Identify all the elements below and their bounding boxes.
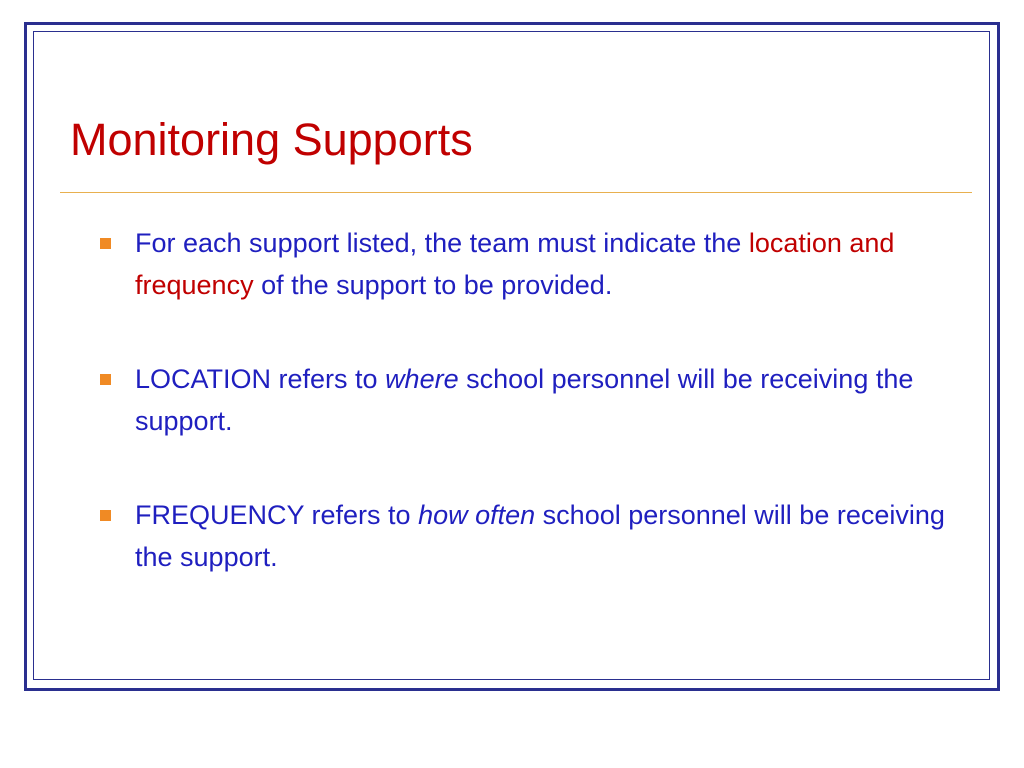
- bullet-item: [98, 494, 958, 578]
- title-divider: [60, 192, 972, 193]
- square-bullet-icon: [100, 374, 111, 385]
- bullet-item: [98, 222, 958, 306]
- bullet-emphasis: how often: [418, 500, 536, 530]
- bullet-highlight: location and frequency: [135, 228, 895, 300]
- slide-title: Monitoring Supports: [70, 114, 473, 165]
- square-bullet-icon: [100, 510, 111, 521]
- square-bullet-icon: [100, 238, 111, 249]
- bullet-list: [98, 222, 958, 630]
- bullet-item: [98, 358, 958, 442]
- bullet-text-after: school personnel will be receiving the support.: [135, 364, 914, 436]
- bullet-text-before: FREQUENCY refers to: [135, 500, 419, 530]
- bullet-text-after: of the support to be provided.: [253, 270, 613, 300]
- bullet-text-after: school personnel will be receiving the support.: [135, 500, 945, 572]
- bullet-text-before: For each support listed, the team must indicate the: [135, 228, 749, 258]
- bullet-emphasis: where: [385, 364, 459, 394]
- bullet-text-before: LOCATION refers to: [135, 364, 386, 394]
